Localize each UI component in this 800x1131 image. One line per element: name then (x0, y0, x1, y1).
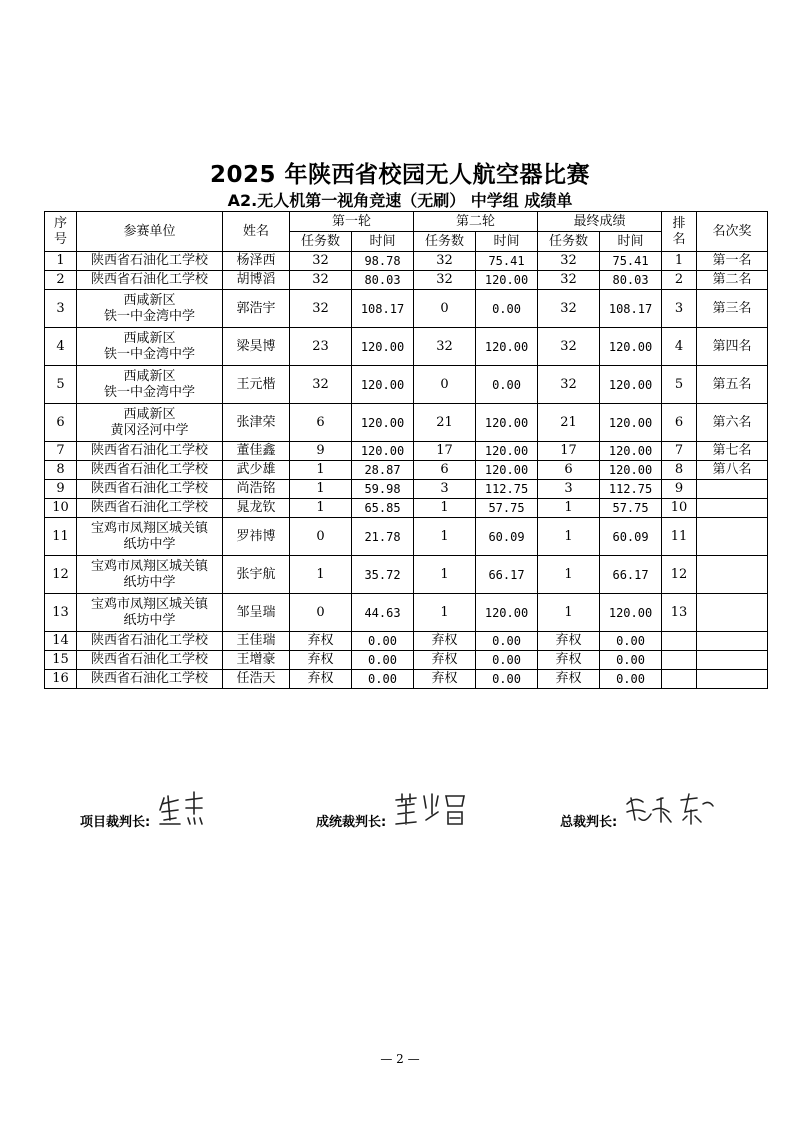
cell-r2-time: 57.75 (476, 499, 538, 518)
cell-seq: 12 (45, 556, 77, 594)
cell-unit: 陕西省石油化工学校 (77, 499, 223, 518)
chief-judge (560, 790, 719, 830)
cell-r2-tasks: 6 (414, 461, 476, 480)
cell-r2-time: 120.00 (476, 461, 538, 480)
header-rank: 排 名 (662, 212, 697, 252)
cell-unit: 陕西省石油化工学校 (77, 461, 223, 480)
table-row (45, 480, 768, 499)
cell-rank: 11 (662, 518, 697, 556)
cell-r2-tasks: 32 (414, 252, 476, 271)
cell-rank: 1 (662, 252, 697, 271)
cell-f-tasks: 弃权 (538, 670, 600, 689)
cell-r1-tasks: 0 (290, 594, 352, 632)
cell-f-time: 75.41 (600, 252, 662, 271)
cell-f-time: 0.00 (600, 632, 662, 651)
cell-rank: 9 (662, 480, 697, 499)
chief-judge-signature (623, 790, 719, 830)
header-name: 姓名 (223, 212, 290, 252)
table-row (45, 328, 768, 366)
cell-f-tasks: 32 (538, 252, 600, 271)
cell-f-tasks: 17 (538, 442, 600, 461)
cell-award (697, 480, 768, 499)
header-unit: 参赛单位 (77, 212, 223, 252)
table-row (45, 632, 768, 651)
cell-f-time: 112.75 (600, 480, 662, 499)
cell-f-tasks: 32 (538, 328, 600, 366)
header-r2-time: 时间 (476, 232, 538, 252)
document-subtitle: A2.无人机第一视角竞速（无刷） 中学组 成绩单 (227, 191, 573, 210)
cell-f-time: 108.17 (600, 290, 662, 328)
scoring-judge-signature (392, 790, 470, 830)
results-body (45, 252, 768, 689)
table-row (45, 556, 768, 594)
cell-r2-tasks: 弃权 (414, 670, 476, 689)
header-final: 最终成绩 (538, 212, 662, 232)
cell-r2-time: 0.00 (476, 670, 538, 689)
judges-section (0, 774, 800, 834)
cell-r1-time: 35.72 (352, 556, 414, 594)
cell-f-tasks: 1 (538, 499, 600, 518)
project-judge-signature (156, 790, 222, 830)
table-row (45, 461, 768, 480)
table-row (45, 271, 768, 290)
cell-unit: 宝鸡市凤翔区城关镇 纸坊中学 (77, 518, 223, 556)
cell-award: 第二名 (697, 271, 768, 290)
cell-r2-tasks: 21 (414, 404, 476, 442)
table-row (45, 366, 768, 404)
cell-r1-tasks: 1 (290, 461, 352, 480)
cell-r2-time: 60.09 (476, 518, 538, 556)
scoring-judge-label: 成统裁判长: (316, 815, 387, 830)
cell-f-tasks: 3 (538, 480, 600, 499)
cell-rank: 12 (662, 556, 697, 594)
cell-f-time: 120.00 (600, 442, 662, 461)
table-row (45, 594, 768, 632)
header-r1-tasks: 任务数 (290, 232, 352, 252)
cell-award: 第三名 (697, 290, 768, 328)
cell-f-tasks: 1 (538, 594, 600, 632)
cell-unit: 西咸新区 铁一中金湾中学 (77, 328, 223, 366)
page-number: — 2 — (380, 1052, 420, 1066)
scoring-judge (316, 790, 470, 830)
cell-r2-tasks: 1 (414, 556, 476, 594)
cell-r1-time: 65.85 (352, 499, 414, 518)
cell-r1-tasks: 弃权 (290, 651, 352, 670)
cell-unit: 陕西省石油化工学校 (77, 670, 223, 689)
cell-r1-time: 120.00 (352, 442, 414, 461)
cell-rank: 8 (662, 461, 697, 480)
cell-name: 董佳鑫 (223, 442, 290, 461)
header-award: 名次奖 (697, 212, 768, 252)
cell-r2-time: 0.00 (476, 651, 538, 670)
cell-rank: 4 (662, 328, 697, 366)
table-row (45, 442, 768, 461)
cell-r2-time: 0.00 (476, 366, 538, 404)
cell-r2-time: 120.00 (476, 442, 538, 461)
cell-seq: 2 (45, 271, 77, 290)
cell-f-tasks: 21 (538, 404, 600, 442)
cell-r1-tasks: 弃权 (290, 670, 352, 689)
header-final-tasks: 任务数 (538, 232, 600, 252)
header-round2: 第二轮 (414, 212, 538, 232)
cell-award: 第五名 (697, 366, 768, 404)
cell-r2-tasks: 1 (414, 518, 476, 556)
cell-r1-time: 0.00 (352, 632, 414, 651)
cell-name: 张宇航 (223, 556, 290, 594)
cell-award: 第七名 (697, 442, 768, 461)
table-row (45, 499, 768, 518)
cell-name: 罗祎博 (223, 518, 290, 556)
table-row (45, 670, 768, 689)
cell-rank: 2 (662, 271, 697, 290)
cell-name: 胡博滔 (223, 271, 290, 290)
cell-r1-tasks: 9 (290, 442, 352, 461)
cell-rank (662, 632, 697, 651)
cell-r2-time: 120.00 (476, 271, 538, 290)
cell-award (697, 670, 768, 689)
header-r1-time: 时间 (352, 232, 414, 252)
cell-f-time: 120.00 (600, 404, 662, 442)
cell-r2-time: 0.00 (476, 290, 538, 328)
cell-rank: 5 (662, 366, 697, 404)
cell-rank: 10 (662, 499, 697, 518)
cell-rank: 3 (662, 290, 697, 328)
cell-seq: 9 (45, 480, 77, 499)
cell-seq: 5 (45, 366, 77, 404)
cell-f-tasks: 32 (538, 271, 600, 290)
cell-name: 任浩天 (223, 670, 290, 689)
cell-r1-time: 28.87 (352, 461, 414, 480)
cell-r1-tasks: 23 (290, 328, 352, 366)
cell-rank (662, 670, 697, 689)
cell-f-time: 120.00 (600, 594, 662, 632)
cell-seq: 15 (45, 651, 77, 670)
table-row (45, 518, 768, 556)
cell-award: 第六名 (697, 404, 768, 442)
cell-rank: 6 (662, 404, 697, 442)
cell-name: 邹呈瑞 (223, 594, 290, 632)
cell-unit: 陕西省石油化工学校 (77, 480, 223, 499)
cell-r2-tasks: 32 (414, 271, 476, 290)
table-row (45, 252, 768, 271)
cell-f-tasks: 弃权 (538, 651, 600, 670)
project-judge-label: 项目裁判长: (80, 815, 151, 830)
cell-rank (662, 651, 697, 670)
cell-r2-tasks: 弃权 (414, 632, 476, 651)
cell-unit: 宝鸡市凤翔区城关镇 纸坊中学 (77, 556, 223, 594)
cell-name: 梁昊博 (223, 328, 290, 366)
cell-award (697, 499, 768, 518)
cell-name: 王佳瑞 (223, 632, 290, 651)
cell-r2-tasks: 1 (414, 499, 476, 518)
cell-seq: 3 (45, 290, 77, 328)
cell-r2-time: 120.00 (476, 404, 538, 442)
cell-rank: 7 (662, 442, 697, 461)
cell-name: 张津荣 (223, 404, 290, 442)
cell-r1-time: 21.78 (352, 518, 414, 556)
cell-r1-time: 120.00 (352, 328, 414, 366)
header-round1: 第一轮 (290, 212, 414, 232)
cell-seq: 11 (45, 518, 77, 556)
cell-name: 王元楷 (223, 366, 290, 404)
cell-r1-tasks: 弃权 (290, 632, 352, 651)
cell-name: 尚浩铭 (223, 480, 290, 499)
cell-name: 王增豪 (223, 651, 290, 670)
cell-f-time: 0.00 (600, 670, 662, 689)
cell-unit: 陕西省石油化工学校 (77, 442, 223, 461)
cell-r2-time: 112.75 (476, 480, 538, 499)
cell-f-tasks: 6 (538, 461, 600, 480)
cell-award: 第四名 (697, 328, 768, 366)
cell-name: 晁龙钦 (223, 499, 290, 518)
cell-rank: 13 (662, 594, 697, 632)
cell-award (697, 651, 768, 670)
cell-seq: 13 (45, 594, 77, 632)
cell-unit: 西咸新区 铁一中金湾中学 (77, 366, 223, 404)
cell-r2-time: 0.00 (476, 632, 538, 651)
cell-f-time: 0.00 (600, 651, 662, 670)
cell-r2-time: 66.17 (476, 556, 538, 594)
cell-f-tasks: 弃权 (538, 632, 600, 651)
cell-r1-time: 0.00 (352, 670, 414, 689)
cell-r1-tasks: 6 (290, 404, 352, 442)
cell-r2-tasks: 弃权 (414, 651, 476, 670)
table-row (45, 651, 768, 670)
cell-r1-time: 120.00 (352, 404, 414, 442)
chief-judge-label: 总裁判长: (560, 815, 618, 830)
cell-unit: 陕西省石油化工学校 (77, 632, 223, 651)
cell-unit: 西咸新区 黄冈泾河中学 (77, 404, 223, 442)
cell-award (697, 632, 768, 651)
cell-r1-tasks: 32 (290, 271, 352, 290)
cell-f-time: 120.00 (600, 328, 662, 366)
cell-r1-time: 98.78 (352, 252, 414, 271)
cell-f-time: 120.00 (600, 461, 662, 480)
cell-r2-tasks: 17 (414, 442, 476, 461)
cell-seq: 14 (45, 632, 77, 651)
cell-r2-time: 120.00 (476, 594, 538, 632)
project-judge (80, 790, 222, 830)
cell-award (697, 594, 768, 632)
cell-seq: 4 (45, 328, 77, 366)
cell-r2-tasks: 3 (414, 480, 476, 499)
document-title: 2025 年陕西省校园无人航空器比赛 (209, 162, 591, 188)
cell-unit: 陕西省石油化工学校 (77, 271, 223, 290)
cell-f-tasks: 32 (538, 290, 600, 328)
cell-r2-time: 120.00 (476, 328, 538, 366)
cell-unit: 宝鸡市凤翔区城关镇 纸坊中学 (77, 594, 223, 632)
cell-name: 武少雄 (223, 461, 290, 480)
cell-f-time: 80.03 (600, 271, 662, 290)
cell-f-tasks: 32 (538, 366, 600, 404)
cell-r1-time: 108.17 (352, 290, 414, 328)
cell-f-time: 60.09 (600, 518, 662, 556)
cell-award: 第八名 (697, 461, 768, 480)
cell-name: 郭浩宇 (223, 290, 290, 328)
cell-r1-time: 120.00 (352, 366, 414, 404)
cell-r1-time: 0.00 (352, 651, 414, 670)
cell-r2-tasks: 32 (414, 328, 476, 366)
cell-name: 杨泽西 (223, 252, 290, 271)
cell-f-time: 57.75 (600, 499, 662, 518)
cell-r1-tasks: 1 (290, 499, 352, 518)
cell-seq: 1 (45, 252, 77, 271)
cell-r1-time: 80.03 (352, 271, 414, 290)
cell-r1-time: 59.98 (352, 480, 414, 499)
cell-seq: 10 (45, 499, 77, 518)
cell-award: 第一名 (697, 252, 768, 271)
results-table (44, 211, 768, 689)
header-r2-tasks: 任务数 (414, 232, 476, 252)
cell-seq: 7 (45, 442, 77, 461)
cell-unit: 西咸新区 铁一中金湾中学 (77, 290, 223, 328)
cell-seq: 6 (45, 404, 77, 442)
cell-r1-tasks: 1 (290, 556, 352, 594)
table-row (45, 290, 768, 328)
cell-r1-tasks: 32 (290, 252, 352, 271)
cell-r1-time: 44.63 (352, 594, 414, 632)
cell-r1-tasks: 1 (290, 480, 352, 499)
cell-r1-tasks: 32 (290, 290, 352, 328)
cell-seq: 8 (45, 461, 77, 480)
header-seq: 序 号 (45, 212, 77, 252)
cell-f-time: 66.17 (600, 556, 662, 594)
cell-award (697, 518, 768, 556)
table-row (45, 404, 768, 442)
cell-award (697, 556, 768, 594)
cell-unit: 陕西省石油化工学校 (77, 651, 223, 670)
cell-f-tasks: 1 (538, 556, 600, 594)
cell-r2-tasks: 0 (414, 290, 476, 328)
cell-r2-time: 75.41 (476, 252, 538, 271)
cell-r2-tasks: 0 (414, 366, 476, 404)
header-final-time: 时间 (600, 232, 662, 252)
cell-unit: 陕西省石油化工学校 (77, 252, 223, 271)
cell-r1-tasks: 32 (290, 366, 352, 404)
cell-seq: 16 (45, 670, 77, 689)
cell-f-tasks: 1 (538, 518, 600, 556)
cell-r1-tasks: 0 (290, 518, 352, 556)
cell-r2-tasks: 1 (414, 594, 476, 632)
cell-f-time: 120.00 (600, 366, 662, 404)
